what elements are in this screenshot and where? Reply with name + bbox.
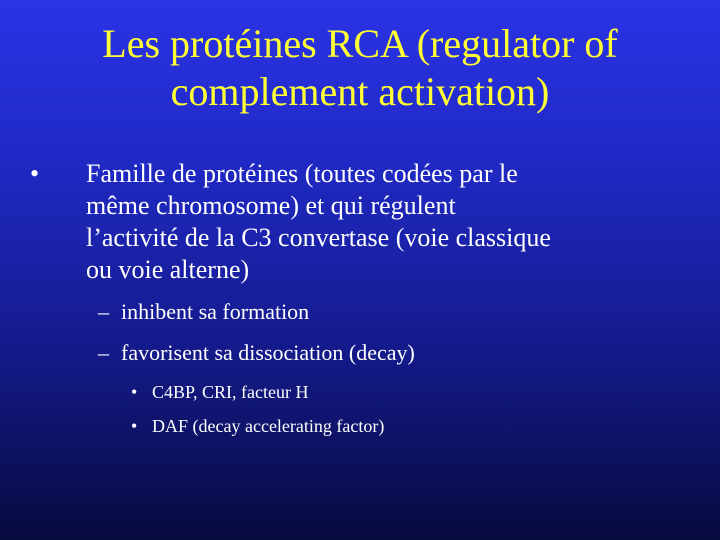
subsubpoint-c4bp xyxy=(30,381,700,403)
bullet-item-famille xyxy=(30,158,700,286)
bullet-line-1: Famille de protéines (toutes codées par le xyxy=(86,159,518,188)
title-line-2: complement activation) xyxy=(170,69,550,114)
dash-icon: – xyxy=(98,299,109,324)
bullet-line-2: même chromosome) et qui régulent xyxy=(86,191,456,220)
subpoint-text: inhibent sa formation xyxy=(121,299,310,324)
slide-title xyxy=(20,20,700,116)
dash-icon: – xyxy=(98,340,109,365)
subpoint-favorisent xyxy=(30,339,700,366)
subpoint-inhibent xyxy=(30,298,700,325)
subpoint-text: favorisent sa dissociation (decay) xyxy=(121,340,415,365)
slide-body xyxy=(30,158,700,437)
title-line-1: Les protéines RCA (regulator of xyxy=(102,21,618,66)
bullet-line-3: l’activité de la C3 convertase (voie classique xyxy=(86,223,551,252)
subsubpoint-text: C4BP, CRI, facteur H xyxy=(152,382,309,402)
bullet-icon: • xyxy=(30,159,40,188)
subsubpoint-daf xyxy=(30,415,700,437)
bullet-icon: • xyxy=(131,382,138,402)
subsubpoint-text: DAF (decay accelerating factor) xyxy=(152,416,385,436)
bullet-icon: • xyxy=(131,416,138,436)
bullet-line-4: ou voie alterne) xyxy=(86,255,250,284)
